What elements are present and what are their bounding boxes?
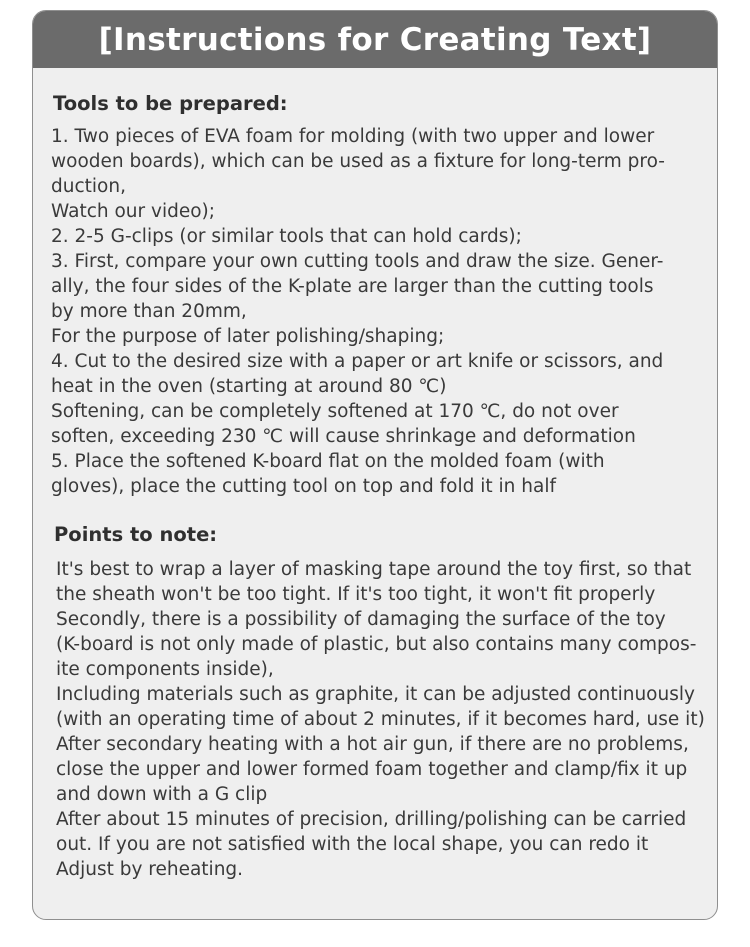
text-line: gloves), place the cutting tool on top and fold it in half [51, 476, 556, 497]
text-line: Including materials such as graphite, it can be adjusted continuously [56, 684, 695, 705]
text-line: ite components inside), [56, 659, 274, 680]
text-line: ally, the four sides of the K-plate are larger than the cutting tools [51, 276, 654, 297]
tools-body [51, 124, 706, 499]
text-line: 4. Cut to the desired size with a paper or art knife or scissors, and [51, 351, 664, 372]
text-line: 3. First, compare your own cutting tools and draw the size. Gener- [51, 251, 664, 272]
text-line: After about 15 minutes of precision, drilling/polishing can be carried [56, 809, 687, 830]
text-line: Watch our video); [51, 201, 215, 222]
text-line: 5. Place the softened K-board flat on the molded foam (with [51, 451, 605, 472]
text-line: close the upper and lower formed foam together and clamp/fix it up [56, 759, 688, 780]
text-line: 2. 2-5 G-clips (or similar tools that can hold cards); [51, 226, 522, 247]
page-title: [Instructions for Creating Text] [98, 21, 652, 58]
text-line: It's best to wrap a layer of masking tape around the toy first, so that [56, 559, 692, 580]
text-line: and down with a G clip [56, 784, 268, 805]
text-line: by more than 20mm, [51, 301, 247, 322]
text-line: Softening, can be completely softened at 170 ℃, do not over [51, 401, 619, 422]
text-line: For the purpose of later polishing/shaping; [51, 326, 445, 347]
text-line: After secondary heating with a hot air gun, if there are no problems, [56, 734, 689, 755]
text-line: out. If you are not satisfied with the local shape, you can redo it [56, 834, 649, 855]
text-line: (K-board is not only made of plastic, but also contains many compos- [56, 634, 697, 655]
text-line: 1. Two pieces of EVA foam for molding (with two upper and lower [51, 126, 655, 147]
text-line: the sheath won't be too tight. If it's too tight, it won't fit properly [56, 584, 656, 605]
text-line: soften, exceeding 230 ℃ will cause shrinkage and deformation [51, 426, 636, 447]
instructions-card [32, 10, 718, 920]
text-line: Adjust by reheating. [56, 859, 244, 880]
text-line: duction, [51, 176, 126, 197]
notes-heading: Points to note: [54, 523, 218, 546]
text-line: Secondly, there is a possibility of damaging the surface of the toy [56, 609, 666, 630]
notes-body [56, 557, 708, 882]
tools-heading: Tools to be prepared: [53, 92, 288, 115]
text-line: wooden boards), which can be used as a fixture for long-term pro- [51, 151, 665, 172]
header-bar [33, 11, 717, 68]
text-line: heat in the oven (starting at around 80 ℃) [51, 376, 447, 397]
text-line: (with an operating time of about 2 minutes, if it becomes hard, use it) [56, 709, 705, 730]
